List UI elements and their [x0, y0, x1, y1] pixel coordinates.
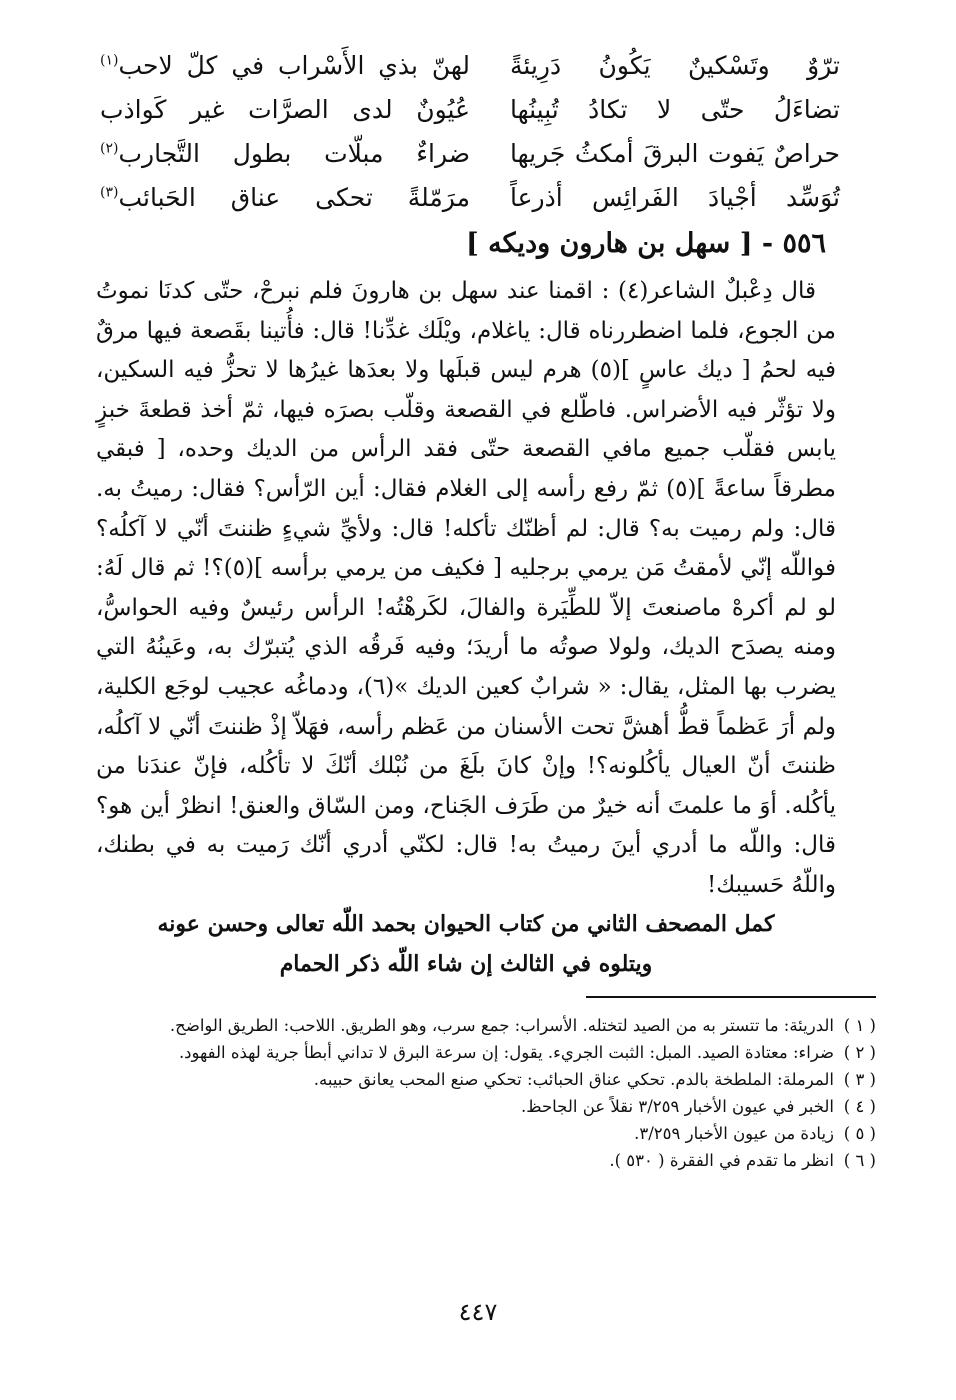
verse-first-hemistich: حراصٌ يَفوت البرقَ أمكثُ جَريها — [510, 139, 840, 168]
footnote-number: ( ٣ ) — [843, 1070, 876, 1089]
footnote-number: ( ٦ ) — [843, 1151, 876, 1170]
footnote-text: الدريئة: ما تتستر به من الصيد لتختله. الأسراب: جمع سرب، وهو الطريق. اللاحب: الطريق الواضح. — [169, 1016, 834, 1035]
footnote — [100, 1066, 876, 1093]
verse-second-hemistich-text: لهنّ بذي الأَسْراب في كلّ لاحب — [118, 51, 470, 80]
page-number: ٤٤٧ — [458, 1298, 498, 1326]
verse-line — [100, 88, 840, 132]
verse-line — [100, 132, 840, 176]
footnote-number: ( ٤ ) — [843, 1097, 876, 1116]
verse-second-hemistich — [100, 176, 470, 220]
poem-verses — [100, 44, 840, 220]
footnote-number: ( ١ ) — [843, 1016, 876, 1035]
footnote-text: المرملة: الملطخة بالدم. تحكي عناق الحبائب: تحكي صنع المحب يعانق حبيبه. — [313, 1070, 834, 1089]
verse-second-hemistich-text: مرَمّلةً تحكى عناق الحَبائب — [118, 183, 470, 212]
footnote-reference: (١) — [100, 52, 119, 69]
verse-second-hemistich — [100, 44, 470, 88]
verse-line — [100, 44, 840, 88]
footnote — [100, 1039, 876, 1066]
footnote — [100, 1093, 876, 1120]
footnote — [100, 1120, 876, 1147]
verse-first-hemistich: ترّوٌ وتَسْكينٌ يَكُونُ دَرِيئةً — [510, 51, 840, 80]
verse-first-hemistich: تضاءَلُ حتّى لا تكادُ تُبِينُها — [510, 95, 840, 124]
body-paragraph — [96, 272, 836, 906]
verse-second-hemistich-text: عُيُونٌ لدى الصرَّات غير كَواذب — [100, 95, 470, 124]
body-paragraph-text: قال دِعْبلٌ الشاعر(٤) : اقمنا عند سهل بن هارونَ فلم نبرحْ، حتّى كدنَا نموتُ من الجوع، فلما اضطررناه قال: ياغلام، ويْلَك غدِّنا! قال: فأُتينا بقَصعة فيها مرقٌ فيه لحمُ [ ديك عاسٍ ](٥) هرم ليس قبلَها ولا بعدَها غيرُها لا تحزُّ فيه السكين، ولا تؤثّر فيه الأضراس. فاطّلع في القصعة وقلّب بصرَه فيها، ثمّ أخذ قطعةَ خبزٍ يابس فقلّب جميع مافي القصعة حتّى فقد الرأس من الديك وحده، [ فبقي مطرقاً ساعةً ](٥) ثمّ رفع رأسه إلى الغلام فقال: أين الرّأس؟ فقال: رميتُ به. قال: ولم رميت به؟ قال: لم أظنّك تأكله! قال: ولأيِّ شيءٍ ظننتَ أنّي لا آكلُه؟ فواللّه إنّي لأمقتُ مَن يرمي برجليه [ فكيف من يرمي برأسه ](٥)؟! ثم قال لَهُ: لو لم أكرهْ ماصنعتَ إلاّ للطِّيَرة والفالَ، لكَرهْتُه! الرأس رئيسٌ وفيه الحواسُّ، ومنه يصدَح الديك، ولولا صوتُه ما أريدَ؛ وفيه فَرقُه الذي يُتبرّك به، وعَينُهُ التي يضرب بها المثل، يقال: « شرابٌ كعين الديك »(٦)، ودماغُه عجيب لوجَع الكلية، ولم أرَ عَظماً قطُّ أهشَّ تحت الأسنان من عَظم رأسه، فهَلاّ إذْ ظننتَ أنّي لا آكلُه، ظننتَ أنّ العيال يأكُلونه؟! وإنْ كانَ بلَغَ من نُبْلك أنّكَ لا تأكُله، فإنّ عندَنا من يأكُله. أوَ ما علمتَ أنه خيرٌ من طَرَف الجَناح، ومن السّاق والعنق! انظرْ أين هو؟ قال: واللّه ما أدري أينَ رميتُ به! قال: لكنّي أدري أنّك رَميت به في بطنك، واللّهُ حَسيبك! — [96, 278, 836, 898]
colophon-line: كمل المصحف الثاني من كتاب الحيوان بحمد اللّه تعالى وحسن عونه — [157, 911, 775, 937]
footnote-separator — [586, 996, 876, 998]
footnote — [100, 1147, 876, 1174]
footnote-text: الخبر في عيون الأخبار ٣/٢٥٩ نقلاً عن الجاحظ. — [521, 1097, 834, 1116]
footnote-number: ( ٥ ) — [843, 1124, 876, 1143]
footnote — [100, 1012, 876, 1039]
verse-second-hemistich — [100, 88, 470, 132]
footnote-reference: (٣) — [100, 184, 119, 201]
footnotes — [100, 1012, 876, 1174]
verse-first-hemistich: تُوَسِّد أجْيادَ الفَرائِس أذرعاً — [510, 183, 840, 212]
verse-second-hemistich — [100, 132, 470, 176]
footnote-reference: (٢) — [100, 140, 119, 157]
verse-line — [100, 176, 840, 220]
footnote-number: ( ٢ ) — [843, 1043, 876, 1062]
footnote-text: ضراء: معتادة الصيد. المبل: الثبت الجريء. يقول: إن سرعة البرق لا تداني أبطأ جرية لهذه الفهود. — [178, 1043, 834, 1062]
footnote-text: زيادة من عيون الأخبار ٣/٢٥٩. — [634, 1124, 834, 1143]
body-paragraph-container — [96, 272, 836, 906]
section-heading: ٥٥٦ - [ سهل بن هارون وديكه ] — [466, 228, 826, 259]
verse-second-hemistich-text: ضراءٌ مبلّات بطول التَّجارب — [118, 139, 470, 168]
colophon-line: ويتلوه في الثالث إن شاء اللّه ذكر الحمام — [279, 951, 653, 977]
colophon — [96, 904, 836, 984]
footnote-text: انظر ما تقدم في الفقرة ( ٥٣٠ ). — [609, 1151, 834, 1170]
